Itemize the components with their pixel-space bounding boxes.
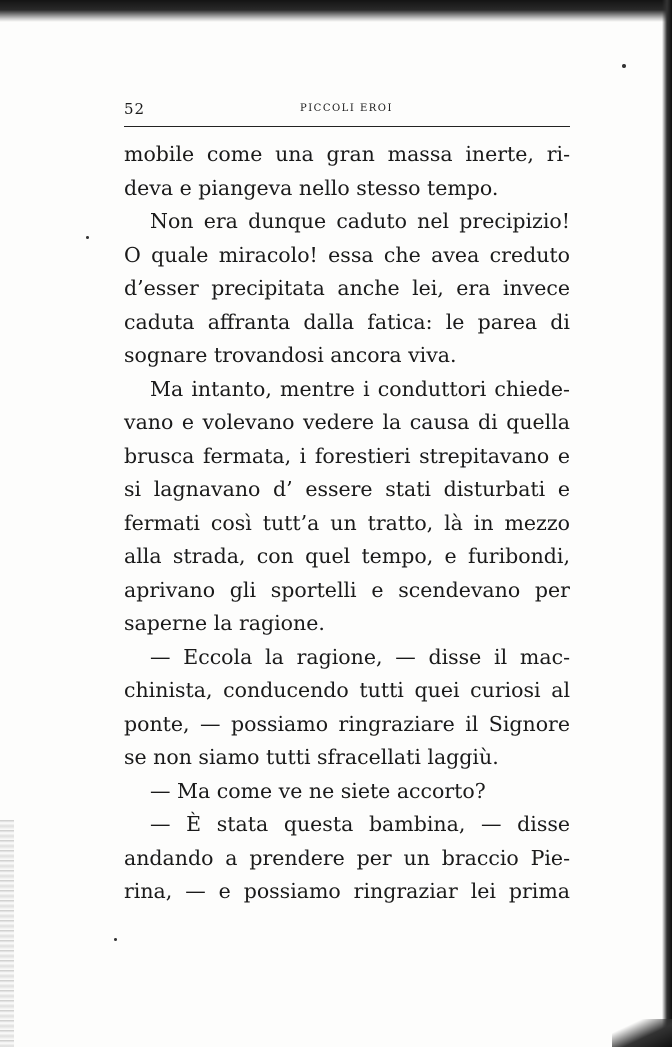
text-line: andando a prendere per un braccio Pie- [124, 845, 570, 870]
scan-speck [114, 938, 117, 941]
running-head [124, 96, 570, 120]
text-line: brusca fermata, i forestieri strepitavano e [124, 443, 570, 468]
text-line: aprivano gli sportelli e scendevano per [124, 577, 570, 602]
text-line: caduta affranta dalla fatica: le parea di [124, 309, 570, 334]
text-line: se non siamo tutti sfracellati laggiù. [124, 745, 499, 769]
text-line: rina, — e possiamo ringraziar lei prima [124, 879, 570, 903]
text-line: vano e volevano vedere la causa di quella [124, 410, 570, 434]
book-title-header: PICCOLI EROI [300, 103, 393, 114]
text-line: sognare trovandosi ancora viva. [124, 343, 457, 367]
text-line: saperne la ragione. [124, 611, 325, 635]
scan-edge-top [0, 0, 672, 22]
scan-edge-bottom-right [612, 1019, 672, 1047]
text-line: Non era dunque caduto nel precipizio! [150, 209, 570, 233]
text-line: ponte, — possiamo ringraziare il Signore [124, 711, 570, 736]
scan-edge-right [662, 0, 672, 1047]
text-line: — Ma come ve ne siete accorto? [150, 778, 486, 803]
page-number: 52 [124, 100, 146, 118]
scan-edge-left [0, 820, 14, 1047]
text-line: O quale miracolo! essa che avea creduto [124, 242, 570, 267]
text-line: Ma intanto, mentre i conduttori chiede- [150, 376, 570, 401]
text-line: fermati così tutt’a un tratto, là in mezzo [124, 510, 570, 535]
text-line: alla strada, con quel tempo, e furibondi, [124, 544, 570, 568]
text-line: mobile come una gran massa inerte, ri- [124, 142, 570, 166]
scan-speck [622, 64, 626, 68]
text-line: — È stata questa bambina, — disse [150, 812, 570, 836]
text-line: d’esser precipitata anche lei, era invece [124, 276, 570, 300]
scan-speck [86, 236, 89, 239]
header-rule [124, 126, 570, 127]
text-line: deva e piangeva nello stesso tempo. [124, 175, 499, 200]
text-line: si lagnavano d’ essere stati disturbati e [124, 477, 570, 501]
text-line: chinista, conducendo tutti quei curiosi al [124, 678, 570, 702]
text-line: — Eccola la ragione, — disse il mac- [150, 644, 570, 669]
body-text [124, 138, 570, 909]
